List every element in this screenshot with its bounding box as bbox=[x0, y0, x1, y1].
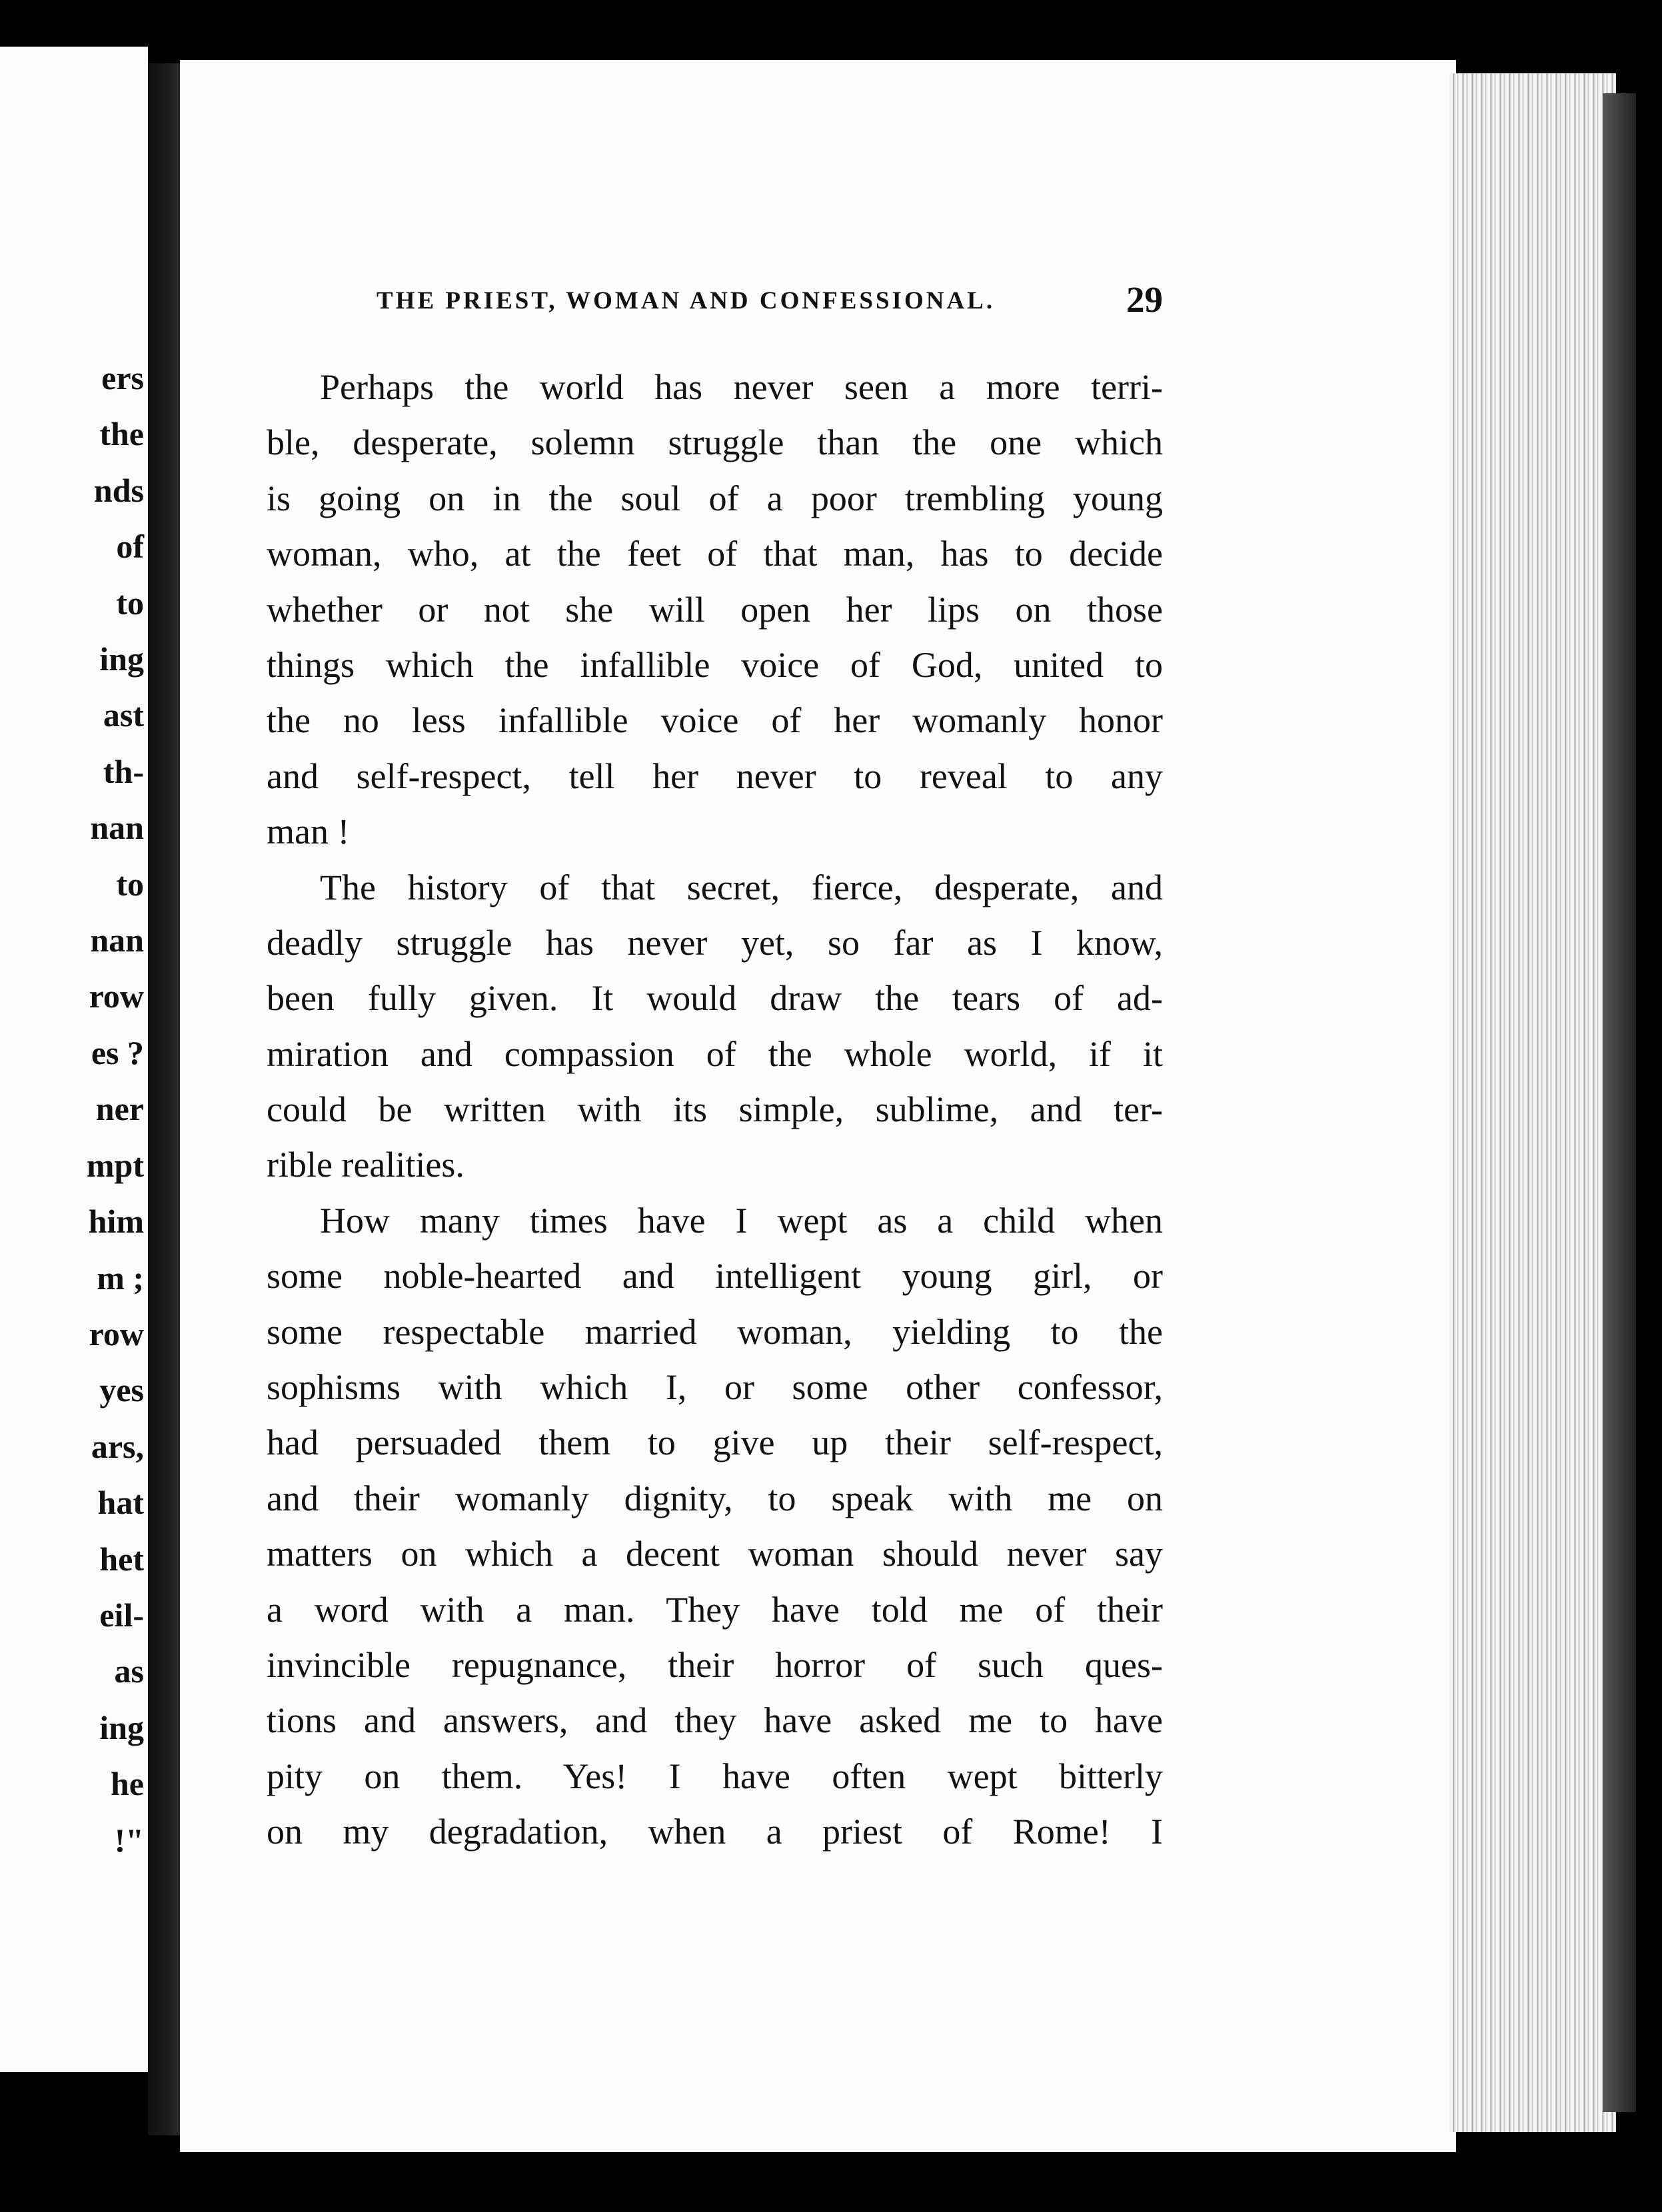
text-line: matters on which a decent woman should never say bbox=[267, 1534, 1163, 1574]
text-line: Perhaps the world has never seen a more terri- bbox=[320, 367, 1163, 407]
text-line: had persuaded them to give up their self-respect, bbox=[267, 1422, 1163, 1463]
text-line: some noble-hearted and intelligent young girl, or bbox=[267, 1256, 1163, 1297]
text-line: is going on in the soul of a poor trembling young bbox=[267, 478, 1163, 518]
text-line: the no less infallible voice of her womanly honor bbox=[267, 700, 1163, 741]
previous-page-line: nan bbox=[90, 921, 144, 959]
previous-page-line: ars, bbox=[91, 1427, 144, 1465]
previous-page-line: ast bbox=[103, 696, 144, 734]
previous-page-line: es ? bbox=[91, 1033, 144, 1071]
text-line: miration and compassion of the whole world, if it bbox=[267, 1033, 1163, 1074]
previous-page-line: !" bbox=[114, 1821, 144, 1859]
previous-page-line: th- bbox=[103, 752, 144, 790]
previous-page-line: m ; bbox=[97, 1259, 144, 1297]
previous-page-line: ers bbox=[101, 359, 144, 396]
previous-page-line: to bbox=[116, 584, 144, 622]
text-line: tions and answers, and they have asked me to have bbox=[267, 1700, 1163, 1741]
text-line: and self-respect, tell her never to reveal to any bbox=[267, 756, 1163, 796]
previous-page-line: mpt bbox=[86, 1146, 144, 1184]
previous-page-line: ing bbox=[99, 640, 144, 678]
text-line: How many times have I wept as a child when bbox=[320, 1200, 1163, 1241]
text-line: deadly struggle has never yet, so far as I know, bbox=[267, 922, 1163, 963]
previous-page-line: him bbox=[88, 1203, 144, 1241]
previous-page-line: row bbox=[89, 1315, 144, 1353]
text-line: man ! bbox=[267, 812, 350, 852]
text-line: things which the infallible voice of God, united to bbox=[267, 644, 1163, 685]
text-line: been fully given. It would draw the tears of ad- bbox=[267, 978, 1163, 1019]
text-line: pity on them. Yes! I have often wept bitterly bbox=[267, 1756, 1163, 1796]
book-cover-edge bbox=[1603, 93, 1636, 2112]
previous-page bbox=[0, 47, 148, 2072]
text-line: on my degradation, when a priest of Rome! I bbox=[267, 1812, 1163, 1852]
previous-page-line: ing bbox=[99, 1708, 144, 1746]
text-line: could be written with its simple, sublime, and ter- bbox=[267, 1089, 1163, 1130]
text-line: some respectable married woman, yielding to the bbox=[267, 1311, 1163, 1352]
text-line: and their womanly dignity, to speak with me on bbox=[267, 1478, 1163, 1518]
previous-page-line: he bbox=[111, 1765, 144, 1803]
text-line: whether or not she will open her lips on those bbox=[267, 589, 1163, 630]
text-line: a word with a man. They have told me of their bbox=[267, 1589, 1163, 1630]
text-line: The history of that secret, fierce, desperate, and bbox=[320, 867, 1163, 907]
page-edges bbox=[1449, 73, 1616, 2132]
previous-page-line: eil- bbox=[99, 1596, 144, 1634]
previous-page-line: hat bbox=[97, 1484, 144, 1522]
previous-page-line: row bbox=[89, 977, 144, 1015]
text-line: ble, desperate, solemn struggle than the one which bbox=[267, 422, 1163, 463]
body-text bbox=[267, 360, 1163, 1860]
previous-page-line: ner bbox=[95, 1090, 144, 1128]
text-line: woman, who, at the feet of that man, has to decide bbox=[267, 534, 1163, 574]
previous-page-line: the bbox=[99, 415, 144, 453]
previous-page-line: nds bbox=[93, 471, 144, 509]
text-line: sophisms with which I, or some other confessor, bbox=[267, 1367, 1163, 1408]
previous-page-line: nan bbox=[90, 809, 144, 847]
book-gutter bbox=[148, 63, 180, 2135]
previous-page-line: yes bbox=[99, 1371, 144, 1409]
text-line: rible realities. bbox=[267, 1145, 464, 1185]
page-number: 29 bbox=[1126, 279, 1163, 320]
previous-page-line: as bbox=[114, 1652, 144, 1690]
running-head: THE PRIEST, WOMAN AND CONFESSIONAL. bbox=[377, 287, 996, 314]
text-line: invincible repugnance, their horror of such ques- bbox=[267, 1644, 1163, 1685]
previous-page-text bbox=[87, 350, 144, 1868]
previous-page-line: to bbox=[116, 865, 144, 903]
previous-page-line: het bbox=[99, 1540, 144, 1578]
previous-page-line: of bbox=[116, 528, 144, 566]
